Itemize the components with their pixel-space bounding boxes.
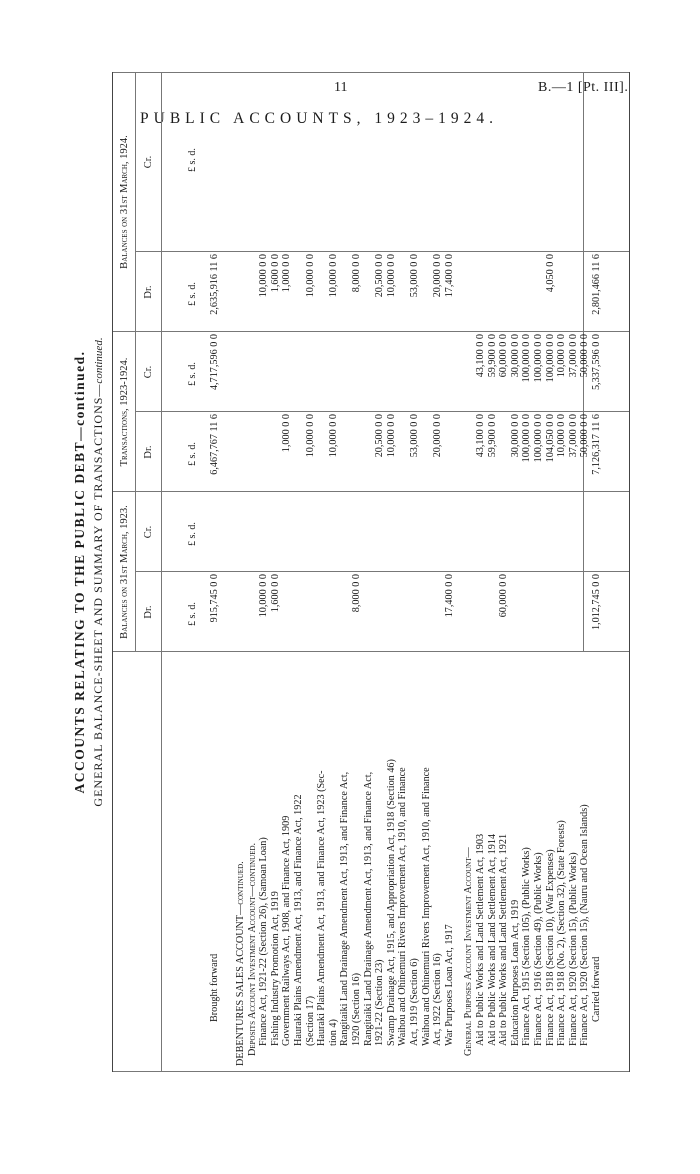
row-value: 20,000 0 0 xyxy=(432,414,444,458)
column-rule xyxy=(135,571,629,572)
row-value: 37,000 0 0 xyxy=(567,414,579,458)
row-value: 10,000 0 0 xyxy=(385,254,397,298)
rotated-table-block xyxy=(68,72,628,1072)
row-value: 60,000 0 0 xyxy=(498,334,510,378)
row-value: 30,000 0 0 xyxy=(509,334,521,378)
column-rule xyxy=(113,651,629,652)
document-reference: B.—1 [Pt. III]. xyxy=(538,80,629,95)
row-label: 1921-22 (Section 23) xyxy=(374,959,386,1046)
subcolumn-dr: Dr. xyxy=(143,285,154,299)
subcolumn-dr: Dr. xyxy=(143,445,154,459)
header-rule xyxy=(161,72,162,1072)
table-title-block xyxy=(72,72,106,1072)
row-value: 10,000 0 0 xyxy=(556,414,568,458)
row-value: 10,000 0 0 xyxy=(304,414,316,458)
row-value: 5,337,596 0 0 xyxy=(591,334,602,391)
table-border-left xyxy=(113,1071,629,1072)
row-label: Finance Act, 1920 (Section 15), (Public Works) xyxy=(567,852,579,1046)
row-label: Deposits Account Investment Account—continued. xyxy=(246,842,258,1056)
row-value: 100,000 0 0 xyxy=(544,334,556,383)
row-value: 100,000 0 0 xyxy=(521,414,533,463)
row-value: 20,500 0 0 xyxy=(374,254,386,298)
currency-units: £ s. d. xyxy=(187,522,198,546)
row-value: 4,050 0 0 xyxy=(544,254,556,293)
row-value: 10,000 0 0 xyxy=(385,414,397,458)
table-title: ACCOUNTS RELATING TO THE PUBLIC DEBT—continued. xyxy=(72,350,87,794)
row-value: 104,050 0 0 xyxy=(544,414,556,463)
column-group-balances-1923: Balances on 31st March, 1923. xyxy=(119,505,130,639)
row-value: 915,745 0 0 xyxy=(209,574,220,623)
row-value: 100,000 0 0 xyxy=(533,334,544,383)
row-label: Finance Act, 1920 (Section 15), (Nauru and Ocean Islands) xyxy=(579,804,591,1046)
column-rule xyxy=(135,411,629,412)
row-label: General Purposes Account Investment Account— xyxy=(463,847,475,1056)
header-rule xyxy=(135,72,136,652)
currency-units: £ s. d. xyxy=(187,282,198,306)
row-value: 6,467,767 11 6 xyxy=(209,414,220,475)
row-value: 59,900 0 0 xyxy=(486,414,498,458)
row-label: Swamp Drainage Act, 1915, and Appropriation Act, 1918 (Section 46) xyxy=(385,759,397,1046)
row-value: 8,000 0 0 xyxy=(351,574,362,613)
row-value: 17,400 0 0 xyxy=(443,574,455,618)
column-rule xyxy=(135,251,629,252)
page-number: 11 xyxy=(334,80,348,95)
row-value: 43,100 0 0 xyxy=(475,334,486,378)
row-label: tion 4) xyxy=(327,1019,339,1046)
row-value: 53,000 0 0 xyxy=(409,254,420,298)
subcolumn-dr: Dr. xyxy=(143,605,154,619)
row-value: 100,000 0 0 xyxy=(521,334,533,383)
row-value: 2,635,916 11 6 xyxy=(209,254,220,315)
row-label: Waihou and Ohinemuri Rivers Improvement Act, 1910, and Finance xyxy=(420,767,432,1046)
row-label: Carried forward xyxy=(591,956,602,1022)
row-label: DEBENTURES SALES ACCOUNT—continued. xyxy=(235,861,246,1066)
row-value: 1,600 0 0 xyxy=(269,254,281,293)
row-value: 50,000 0 0 xyxy=(579,334,591,378)
row-label: Finance Act, 1915 (Section 105), (Public Works) xyxy=(521,847,533,1046)
table-subtitle-continued: continued. xyxy=(93,337,105,384)
row-label: Brought forward xyxy=(209,953,220,1022)
row-value: 43,100 0 0 xyxy=(475,414,486,458)
row-label: Aid to Public Works and Land Settlement Act, 1914 xyxy=(486,833,498,1046)
subcolumn-cr: Cr. xyxy=(143,525,154,539)
row-value: 53,000 0 0 xyxy=(409,414,420,458)
row-label: Education Purposes Loan Act, 1919 xyxy=(509,899,521,1046)
row-label: Fishing Industry Promotion Act, 1919 xyxy=(269,891,281,1046)
column-group-balances-1924: Balances on 31st March, 1924. xyxy=(119,135,130,269)
row-value: 10,000 0 0 xyxy=(327,254,339,298)
row-value: 1,600 0 0 xyxy=(269,574,281,613)
row-label: Finance Act, 1918 (Section 10), (War Expenses) xyxy=(544,849,556,1046)
row-value: 1,000 0 0 xyxy=(281,414,293,453)
row-label: Finance Act, 1921-22 (Section 26), (Samoan Loan) xyxy=(258,837,270,1046)
row-label: Waihou and Ohinemuri Rivers Improvement Act, 1910, and Finance xyxy=(397,767,409,1046)
row-label: Rangitaiki Land Drainage Amendment Act, 1913, and Finance Act, xyxy=(362,771,374,1046)
row-value: 10,000 0 0 xyxy=(258,254,270,298)
row-value: 2,801,466 11 6 xyxy=(591,254,602,315)
subcolumn-cr: Cr. xyxy=(143,155,154,169)
row-value: 10,000 0 0 xyxy=(304,254,316,298)
row-label: Hauraki Plains Amendment Act, 1913, and Finance Act, 1923 (Sec- xyxy=(316,770,328,1046)
row-value: 100,000 0 0 xyxy=(533,414,544,463)
row-label: (Section 17) xyxy=(304,995,316,1046)
subcolumn-cr: Cr. xyxy=(143,365,154,379)
row-label: Hauraki Plains Amendment Act, 1913, and Finance Act, 1922 xyxy=(293,794,304,1046)
row-label: Act, 1919 (Section 6) xyxy=(409,958,420,1046)
row-label: Act, 1922 (Section 16) xyxy=(432,953,444,1046)
row-value: 50,000 0 0 xyxy=(579,414,591,458)
row-value: 7,126,317 11 6 xyxy=(591,414,602,475)
balance-sheet-table xyxy=(112,72,630,1072)
row-value: 8,000 0 0 xyxy=(351,254,362,293)
table-border-right xyxy=(113,72,629,73)
column-rule xyxy=(113,331,629,332)
row-value: 1,000 0 0 xyxy=(281,254,293,293)
row-value: 30,000 0 0 xyxy=(509,414,521,458)
currency-units: £ s. d. xyxy=(187,362,198,386)
row-value: 59,900 0 0 xyxy=(486,334,498,378)
row-label: War Purposes Loan Act, 1917 xyxy=(443,924,455,1046)
running-title: PUBLIC ACCOUNTS, 1923–1924. xyxy=(140,110,499,127)
row-value: 10,000 0 0 xyxy=(556,334,568,378)
column-rule xyxy=(113,491,629,492)
row-label: 1920 (Section 16) xyxy=(351,973,362,1046)
row-value: 20,000 0 0 xyxy=(432,254,444,298)
currency-units: £ s. d. xyxy=(187,148,198,172)
row-label: Aid to Public Works and Land Settlement Act, 1903 xyxy=(475,833,486,1046)
row-label: Rangitaiki Land Drainage Amendment Act, 1913, and Finance Act, xyxy=(339,771,351,1046)
currency-units: £ s. d. xyxy=(187,442,198,466)
row-label: Aid to Public Works and Land Settlement Act, 1921 xyxy=(498,833,510,1046)
row-value: 60,000 0 0 xyxy=(498,574,510,618)
currency-units: £ s. d. xyxy=(187,602,198,626)
row-value: 4,717,596 0 0 xyxy=(209,334,220,391)
row-value: 37,000 0 0 xyxy=(567,334,579,378)
row-label: Finance Act, 1918 (No. 2), (Section 32), (State Forests) xyxy=(556,820,568,1046)
row-label: Government Railways Act, 1908, and Finance Act, 1909 xyxy=(281,815,293,1046)
row-value: 10,000 0 0 xyxy=(258,574,270,618)
column-group-transactions: Transactions, 1923-1924. xyxy=(119,357,130,467)
table-subtitle xyxy=(91,72,106,1072)
row-value: 1,012,745 0 0 xyxy=(591,574,602,631)
row-value: 20,500 0 0 xyxy=(374,414,386,458)
row-label: Finance Act, 1916 (Section 49), (Public Works) xyxy=(533,852,544,1046)
row-value: 10,000 0 0 xyxy=(327,414,339,458)
row-value: 17,400 0 0 xyxy=(443,254,455,298)
table-subtitle-main: GENERAL BALANCE-SHEET AND SUMMARY OF TRANSACTIONS— xyxy=(91,383,105,807)
